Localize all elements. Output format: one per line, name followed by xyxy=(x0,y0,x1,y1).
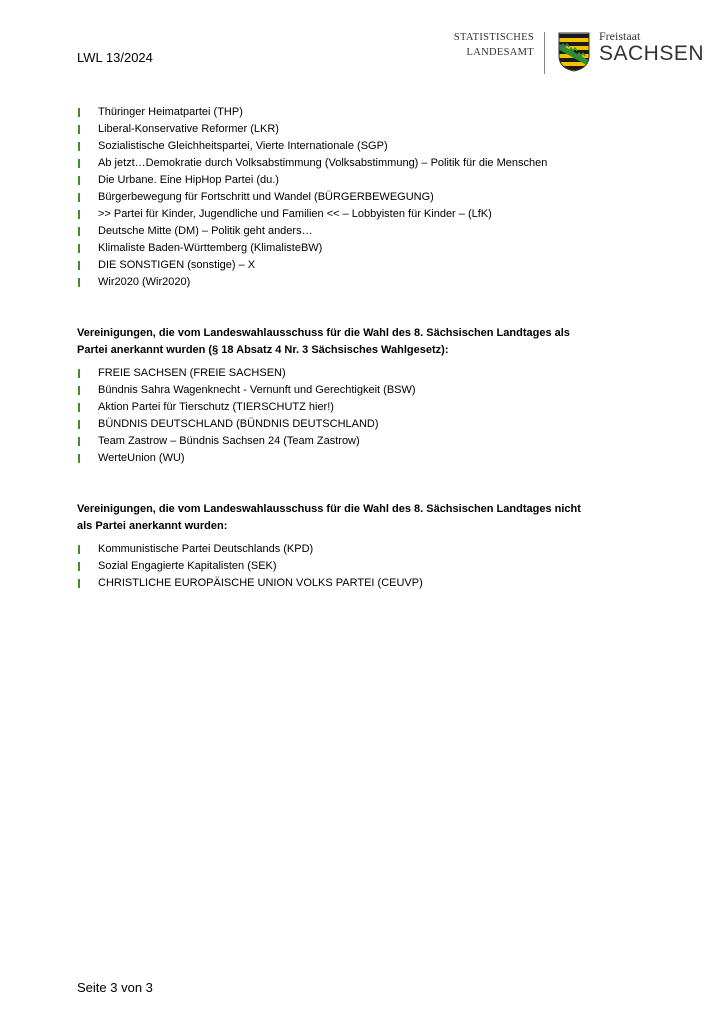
list-item xyxy=(77,450,647,467)
page-number: Seite 3 von 3 xyxy=(77,980,153,995)
party-list-1 xyxy=(77,104,647,291)
list-item-text: Aktion Partei für Tierschutz (TIERSCHUTZ hier!) xyxy=(98,401,334,413)
bullet-icon xyxy=(78,579,80,588)
list-item-text: Thüringer Heimatpartei (THP) xyxy=(98,106,243,118)
list-item xyxy=(77,575,647,592)
list-item xyxy=(77,416,647,433)
document-id: LWL 13/2024 xyxy=(77,50,153,65)
list-item xyxy=(77,541,647,558)
list-item-text: Sozial Engagierte Kapitalisten (SEK) xyxy=(98,560,277,572)
list-item xyxy=(77,382,647,399)
bullet-icon xyxy=(78,108,80,117)
list-item xyxy=(77,240,647,257)
bullet-icon xyxy=(78,193,80,202)
list-item xyxy=(77,433,647,450)
coat-of-arms-icon xyxy=(558,32,590,72)
bullet-icon xyxy=(78,176,80,185)
state-name xyxy=(599,30,704,65)
list-item-text: Deutsche Mitte (DM) – Politik geht anders… xyxy=(98,225,313,237)
bullet-icon xyxy=(78,159,80,168)
party-list-not-recognized xyxy=(77,541,647,592)
list-item xyxy=(77,257,647,274)
bullet-icon xyxy=(78,454,80,463)
bullet-icon xyxy=(78,420,80,429)
bullet-icon xyxy=(78,545,80,554)
state-name-line1: Freistaat xyxy=(599,29,641,43)
list-item-text: >> Partei für Kinder, Jugendliche und Familien << – Lobbyisten für Kinder – (LfK) xyxy=(98,208,492,220)
bullet-icon xyxy=(78,210,80,219)
heading-line: als Partei anerkannt wurden: xyxy=(77,520,228,532)
bullet-icon xyxy=(78,142,80,151)
document-body xyxy=(77,104,647,592)
list-item xyxy=(77,399,647,416)
bullet-icon xyxy=(78,403,80,412)
list-item-text: Team Zastrow – Bündnis Sachsen 24 (Team Zastrow) xyxy=(98,435,360,447)
list-item-text: BÜNDNIS DEUTSCHLAND (BÜNDNIS DEUTSCHLAND) xyxy=(98,418,379,430)
list-item xyxy=(77,172,647,189)
list-item xyxy=(77,365,647,382)
bullet-icon xyxy=(78,369,80,378)
list-item-text: Die Urbane. Eine HipHop Partei (du.) xyxy=(98,174,279,186)
list-item xyxy=(77,121,647,138)
list-item-text: Ab jetzt…Demokratie durch Volksabstimmung (Volksabstimmung) – Politik für die Menschen xyxy=(98,157,548,169)
bullet-icon xyxy=(78,227,80,236)
list-item-text: Bürgerbewegung für Fortschritt und Wandel (BÜRGERBEWEGUNG) xyxy=(98,191,434,203)
list-item-text: DIE SONSTIGEN (sonstige) – X xyxy=(98,259,256,271)
heading-line: Vereinigungen, die vom Landeswahlausschuss für die Wahl des 8. Sächsischen Landtages nicht xyxy=(77,503,581,515)
list-item xyxy=(77,104,647,121)
list-item xyxy=(77,138,647,155)
list-item xyxy=(77,189,647,206)
bullet-icon xyxy=(78,562,80,571)
office-name xyxy=(452,30,534,60)
office-name-line1: STATISTISCHES xyxy=(453,32,534,43)
state-name-line2: SACHSEN xyxy=(599,42,705,65)
list-item-text: CHRISTLICHE EUROPÄISCHE UNION VOLKS PARTEI (CEUVP) xyxy=(98,577,423,589)
bullet-icon xyxy=(78,125,80,134)
list-item-text: Kommunistische Partei Deutschlands (KPD) xyxy=(98,543,314,555)
heading-line: Vereinigungen, die vom Landeswahlausschuss für die Wahl des 8. Sächsischen Landtages als xyxy=(77,327,570,339)
list-item xyxy=(77,223,647,240)
heading-line: Partei anerkannt wurden (§ 18 Absatz 4 Nr. 3 Sächsisches Wahlgesetz): xyxy=(77,344,449,356)
bullet-icon xyxy=(78,244,80,253)
bullet-icon xyxy=(78,386,80,395)
list-item-text: Wir2020 (Wir2020) xyxy=(98,276,191,288)
section-heading-not-recognized xyxy=(77,501,647,535)
logo-divider xyxy=(544,32,545,74)
bullet-icon xyxy=(78,261,80,270)
list-item xyxy=(77,274,647,291)
list-item xyxy=(77,155,647,172)
office-name-line2: LANDESAMT xyxy=(466,47,534,58)
list-item-text: Liberal-Konservative Reformer (LKR) xyxy=(98,123,279,135)
party-list-recognized xyxy=(77,365,647,467)
bullet-icon xyxy=(78,278,80,287)
list-item-text: FREIE SACHSEN (FREIE SACHSEN) xyxy=(98,367,286,379)
list-item xyxy=(77,206,647,223)
section-heading-recognized xyxy=(77,325,647,359)
list-item xyxy=(77,558,647,575)
header-logo xyxy=(452,26,705,76)
list-item-text: Bündnis Sahra Wagenknecht - Vernunft und Gerechtigkeit (BSW) xyxy=(98,384,416,396)
list-item-text: WerteUnion (WU) xyxy=(98,452,185,464)
list-item-text: Sozialistische Gleichheitspartei, Vierte Internationale (SGP) xyxy=(98,140,388,152)
list-item-text: Klimaliste Baden-Württemberg (KlimalisteBW) xyxy=(98,242,323,254)
bullet-icon xyxy=(78,437,80,446)
